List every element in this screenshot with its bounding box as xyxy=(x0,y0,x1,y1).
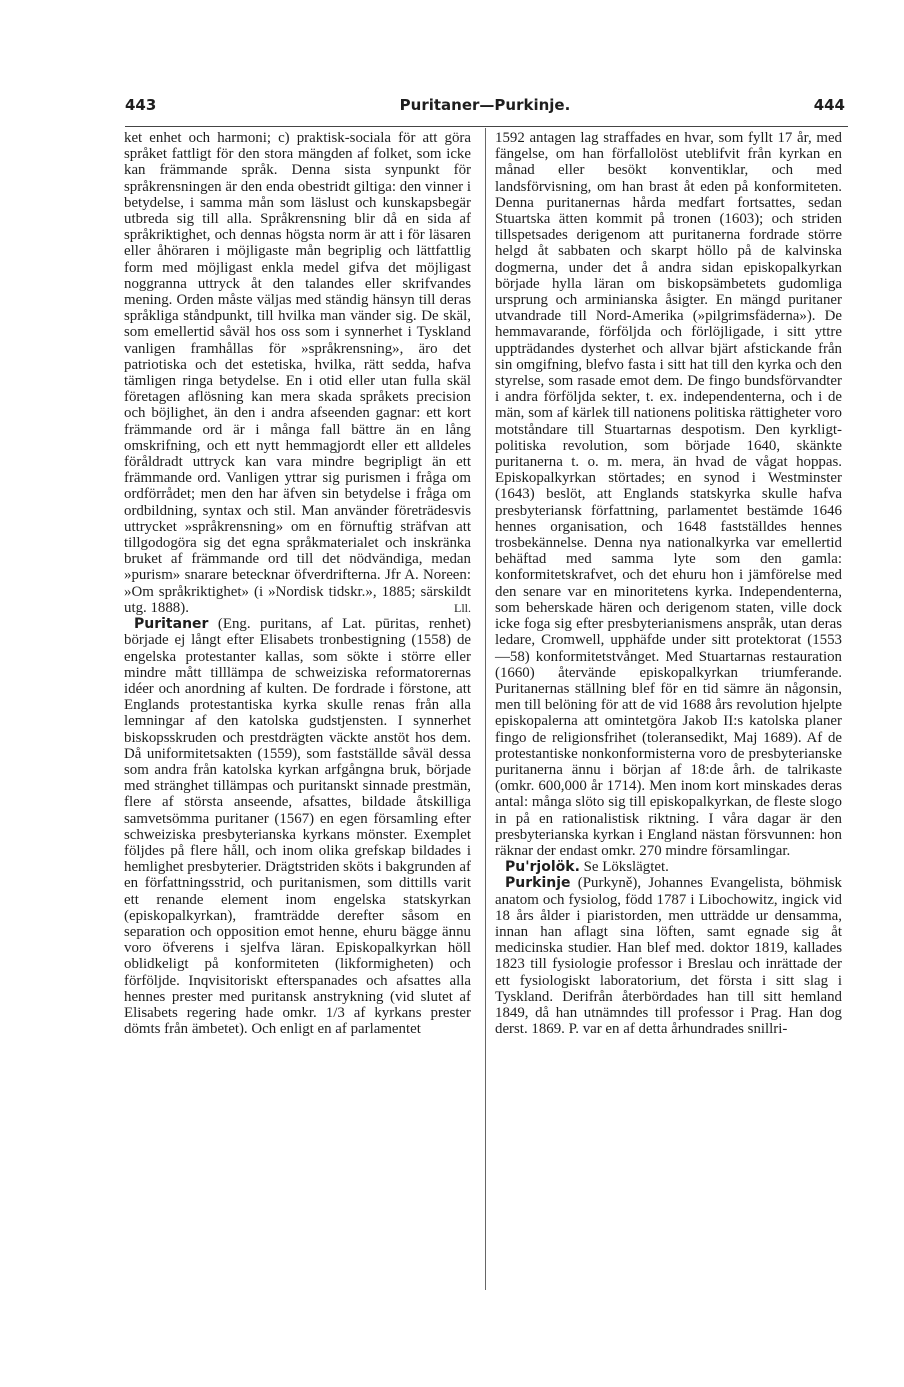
running-title: Puritaner—Purkinje. xyxy=(399,96,571,114)
header-rule xyxy=(125,126,848,127)
column-divider xyxy=(485,128,486,1290)
paragraph-purism-end xyxy=(124,130,471,616)
running-header xyxy=(125,96,845,120)
left-column xyxy=(124,130,471,1037)
author-signature: Lll. xyxy=(454,600,471,615)
entry-text: (Purkyně), Johannes Evangelista, böhmisk anatom och fysiolog, född 1787 i Libochowitz, ingick vid 18 års ålder i piaristorden, men utträdde ur densamma, innan han aflagt sina löften, samt egnade sig åt medicinska studier. Han blef med. doktor 1819, kallades 1823 till fysiologie professor i Breslau och inrättade der ett fysiologiskt laboratorium, det första i sitt slag i Tyskland. Derifrån återbördades han till sitt hemland 1849, då han utnämndes till professor i Prag. Han dog derst. 1869. P. var en af detta århundrades snillri- xyxy=(495,875,842,1038)
paragraph-puritaner-continued: 1592 antagen lag straffades en hvar, som fyllt 17 år, med fängelse, om han förfallolöst uteblifvit från kyrkan en månad eller besökt konventiklar, och med landsförvisning, om han brast åt eden på konformiteten. Denna puritanernas hårda medfart fortsattes, sedan Stuartska ätten kommit på tronen (1603); och striden tillspetsades derigenom att puritanerna fordrade större helgd åt sabbaten och skarpt höllo på de kalvinska dogmerna, under det å andra sidan episkopalkyrkan började hylla läran om biskopsämbetets gudomliga ursprung och arminianska åsigter. En mängd puritaner utvandrade till Nord-Amerika (»pilgrimsfäderna»). De hemmavarande, förföljda och förlöjligade, i sitt yttre uppträdandes dysterhet och allvar bjärt afstickande från sin omgifning, blefvo fasta i sitt hat till den kyrka och den styrelse, som rasade emot dem. De fingo bundsförvandter i andra förföljda sekter, t. ex. independenterna, och i de män, som af kärlek till nationens politiska rättigheter voro motståndare till Stuartarnas despotism. Den kyrkligt-politiska revolution, som började 1640, skänkte puritanerna t. o. m. mera, än hvad de vågat hoppas. Episkopalkyrkan störtades; en synod i Westminster (1643) beslöt, att Englands statskyrka skulle hafva presbyteriansk författning, parlamentet bestämde 1646 hennes organisation, och 1648 fastställdes hennes trosbekännelse. Denna nya nationalkyrka var emellertid behäftad med samma lyte som den gamla: konformitetskrafvet, och det ehuru hon i jämförelse med den senare var en minoritetens kyrka. Independenterna, som beherskade hären och derigenom staten, ville dock icke foga sig efter presbyterianismens anspråk, utan deras ledare, Cromwell, upphäfde under sitt protektorat (1553—58) konformitetstvånget. Med Stuartarnas restauration (1660) återvände episkopalkyrkan triumferande. Puritanernas ställning blef för en tid sämre än någonsin, men till belöning för att de vid 1688 års revolution hjelpte episkopalerna att omintetgöra Jakob II:s katolska planer fingo de religionsfrihet (toleransedikt, Maj 1689). Af de protestantiske nonkonformisterna voro de presbyterianske puritanerna ännu i början af 18:de årh. de talrikaste (omkr. 600,000 år 1714). Men inom kort minskades deras antal: många slöto sig till episkopalkyrkan, de fleste slogo in på en rationalistisk riktning. I våra dagar är den presbyterianska kyrkan i England nästan försvunnen: hon räknar der endast omkr. 270 mindre församlingar. xyxy=(495,130,842,859)
entry-purkinje xyxy=(495,875,842,1037)
entry-purjolok xyxy=(495,859,842,875)
entry-text: Se Lökslägtet. xyxy=(583,859,669,876)
entry-puritaner xyxy=(124,616,471,1037)
page-number-right: 444 xyxy=(813,96,845,114)
entry-text: (Eng. puritans, af Lat. pūritas, renhet) började ej långt efter Elisabets tronbestigning (1558) de engelska protestanter kallas, som sökte i större eller mindre mått tilllämpa de schweiziska reformatorernas idéer och anordning af kulten. De fordrade i förstone, att Englands protestantiska kyrka skulle renas från alla lemningar af den katolska gudstjensten. I synnerhet biskopsskruden och prestdrägten väckte anstöt hos dem. Då uniformitetsakten (1559), som fastställde såväl dessa som andra från katolska kyrkan arfgångna bruk, började med stränghet tillämpas och puritanskt sinnade prestmän, flere af största anseende, afsattes, bildade åtskilliga samvetsömma puritaner (1567) en egen församling efter schweiziska presbyterianska kyrkans mönster. Exemplet följdes på flere håll, och inom olika grefskap bildades i hemlighet presbyterier. Drägtstriden sköts i bakgrunden af en författningsstrid, och puritanismen, som dittills varit ett renande element inom engelska statskyrkan (episkopalkyrkan), framträdde derefter såsom en separation och opposition emot henne, ehuru bägge ännu voro öfverens i sjelfva läran. Episkopalkyrkan höll oblidkeligt på konformiteten (likformigheten) och förföljde. Inqvisitoriskt efterspanades och afsattes alla hennes prester med puritansk anstrykning (vid slutet af Elisabets regering hade omkr. 1/3 af kyrkans prester dömts från ämbetet). Och enligt en af parlamentet xyxy=(124,616,471,1038)
headword: Puritaner xyxy=(134,616,209,633)
headword: Purkinje xyxy=(505,875,571,892)
right-column xyxy=(495,130,842,1037)
page-number-left: 443 xyxy=(125,96,157,114)
headword: Pu'rjolök. xyxy=(505,859,580,876)
paragraph-text: ket enhet och harmoni; c) praktisk-sociala för att göra språket fattligt för den stora mängden af folket, som icke kan främmande språk. Denna sista synpunkt för språkrensningen är den enda obestridt giltiga: den vinner i betydelse, i samma mån som läslust och kunskapsbegär utbreda sig till alla. Språkrensning blir då en sida af språkriktighet, och dennas högsta norm är att i för läsaren eller åhöraren i möjligaste mån begriplig och lättfattlig form med möjligast enkla medel gifva det möjligast noggranna uttryck åt den talandes eller skrifvandes mening. Orden måste väljas med ständig hänsyn till deras språkliga ståndpunkt, till hvilka man vänder sig. De skäl, som emellertid såväl hos oss som i synnerhet i Tyskland vanligen framhållas för »språkrensning», äro det patriotiska och det estetiska, hvilka, rätt sedda, hafva tämligen ringa betydelse. En i otid eller utan fulla skäl företagen aflösning kan mera skada språkets precision och böjlighet, än den i andra afseenden gagnar: ett kort främmande ord är i många fall bättre än en lång omskrifning, och ett nytt hemmagjordt eller ett alldeles föråldradt uttryck kan vara mindre begripligt än ett främmande ord. Vanligen yttrar sig purismen i fråga om ordförrådet; men den har äfven sin betydelse i fråga om ordbildning, syntax och stil. Man använder företrädesvis uttrycket »språkrensning» om en förnuftig sträfvan att tillgodogöra sig det egna språkmaterialet och inskränka bruket af främmande ord till det nödvändiga, medan »purism» snarare betecknar öfverdrifterna. Jfr A. Noreen: »Om språkriktighet» (i »Nordisk tidskr.», 1885; särskildt utg. 1888). xyxy=(124,130,471,616)
